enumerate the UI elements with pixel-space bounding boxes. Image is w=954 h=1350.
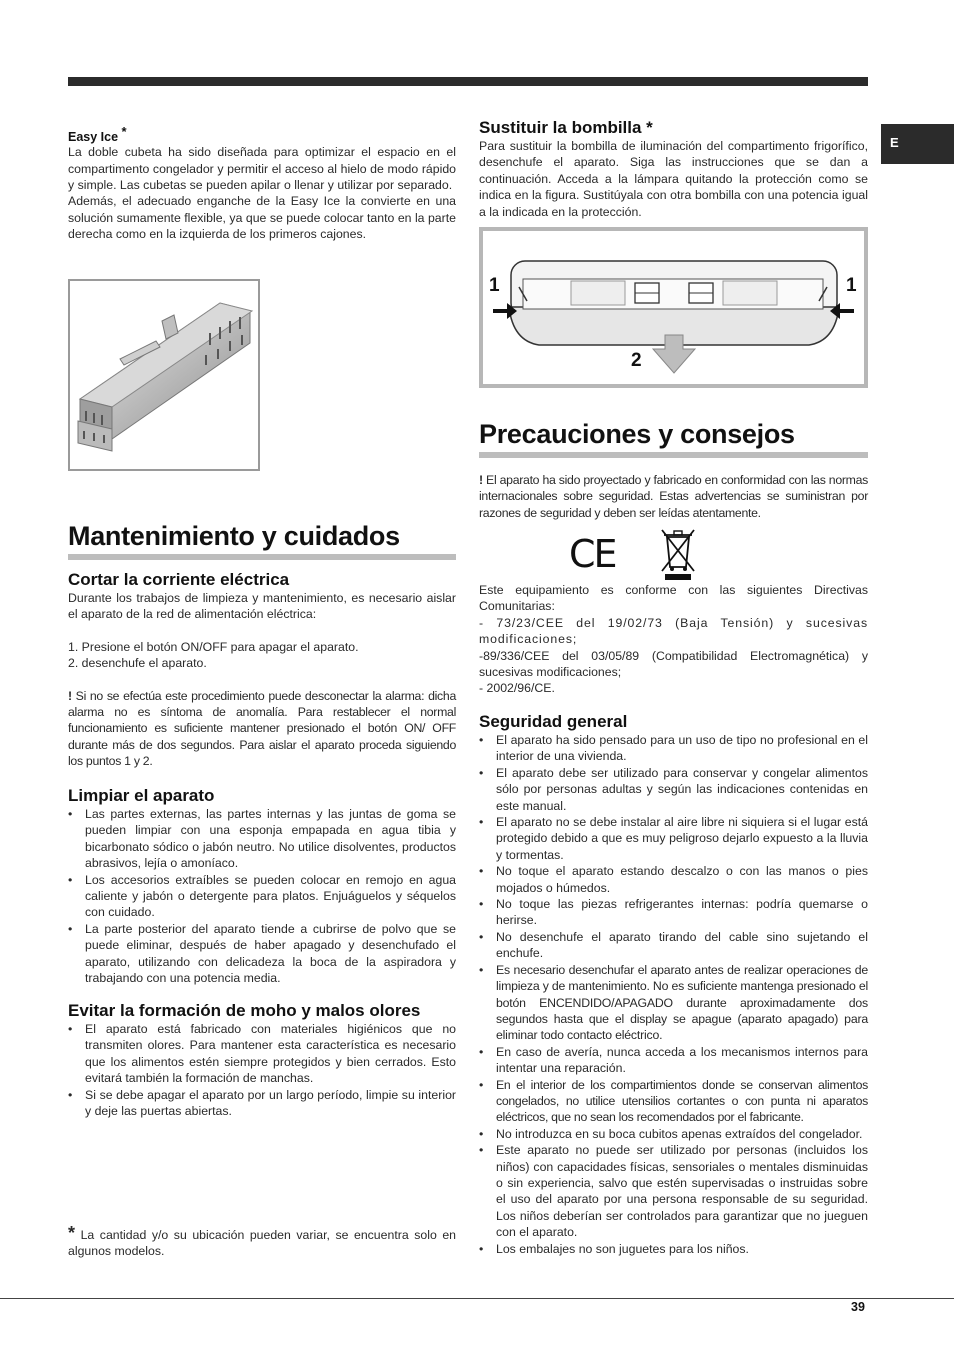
easy-ice-paragraph-1: La doble cubeta ha sido diseñada para optimizar el espacio en el compartimento congelador y permitir el acceso al hielo de modo rápido y simple. Las cubetas se pueden apilar o llenar y utilizar por separado. [68,145,456,192]
clean-section [68,786,456,986]
bulb-section [479,118,868,220]
list-item: • Este aparato no puede ser utilizado por personas (incluidos los niños) con capacidades físicas, sensoriales o mentales disminuidas o sin experiencia, salvo que estén supervisadas o instruidas sobre el uso del aparato por una persona responsable de su seguridad. Los niños deberían ser controlados para garantizar que no jueguen con el aparato. [496,1142,868,1240]
directives-p4: - 2002/96/CE. [479,681,555,696]
directives-p1: Este equipamiento es conforme con las siguientes Directivas Comunitarias: [479,583,868,614]
list-item: • Si se debe apagar el aparato por un largo período, limpie su interior y deje las puertas abiertas. [85,1087,456,1120]
bulb-text: Para sustituir la bombilla de iluminación del compartimento frigorífico, desenchufe el aparato. Siga las instrucciones que se dan a continuación. Acceda a la lámpara quitando la protección como se indica en la figura. Sustitúyala con otra bombilla con una potencia igual a la indicada en la protección. [479,139,868,219]
lamp-cover-illustration [483,231,864,384]
power-title: Cortar la corriente eléctrica [68,570,290,589]
directives-p3: -89/336/CEE del 03/05/89 (Compatibilidad Electromagnética) y sucesivas modificaciones; [479,648,868,680]
label-1-right: 1 [846,275,857,296]
clean-title: Limpiar el aparato [68,786,215,805]
directives-section [479,582,868,697]
maintenance-heading [68,520,456,560]
list-item: • Los accesorios extraíbles se pueden colocar en remojo en agua caliente y jabón o detergente para platos. Enjuáguelos y séquelos con cuidado. [85,872,456,921]
footnote: * La cantidad y/o su ubicación pueden variar, se encuentra solo en algunos modelos. [68,1223,457,1259]
clean-list [68,806,456,986]
power-intro: Durante los trabajos de limpieza y mantenimiento, es necesario aislar el aparato de la red de alimentación eléctrica: [68,591,456,622]
bottom-rule [0,1298,954,1299]
list-item: • No introduzca en su boca cubitos apenas extraídos del congelador. [496,1126,868,1142]
ice-tray-illustration [70,281,258,469]
directives-p2: - 73/23/CEE del 19/02/73 (Baja Tensión) y sucesivas modificaciones; [479,615,868,647]
mould-title: Evitar la formación de moho y malos olores [68,1001,421,1020]
precautions-intro: ! El aparato ha sido proyectado y fabricado en conformidad con las normas internacionales sobre seguridad. Estas advertencias se suministran por razones de seguridad y deben ser leídas atentamente. [479,473,868,520]
safety-section [479,712,868,1257]
list-item: • El aparato no se debe instalar al aire libre ni siquiera si el lugar está protegido debido a que es muy peligroso dejarlo expuesto a la lluvia y tormentas. [496,814,868,863]
maintenance-title: Mantenimiento y cuidados [68,521,400,551]
language-tab: E [881,124,954,164]
weee-bin-icon [659,527,697,581]
list-item: • El aparato está fabricado con materiales higiénicos que no transmiten olores. Para mantener esta característica es necesario que los alimentos estén siempre protegidos y bien cerrados. Esto evitará también la formación de manchas. [85,1021,456,1087]
label-1-left: 1 [489,275,500,296]
easy-ice-title: Easy Ice * [68,124,127,145]
list-item: • El aparato debe ser utilizado para conservar y congelar alimentos sólo por personas adultas y según las indicaciones contenidas en este manual. [496,765,868,814]
ce-mark-icon: CE [569,532,616,576]
power-step-2: 2. desenchufe el aparato. [68,656,207,671]
list-item: • No toque las piezas refrigerantes internas: podría quemarse o herirse. [496,896,868,929]
list-item: • Es necesario desenchufar el aparato antes de realizar operaciones de limpieza y de mantenimiento. No es suficiente mantenga presionado el botón ENCENDIDO/APAGADO durante aproximadamente dos segundos hasta que el display se apague (aparato apagado) para eliminar todo contacto eléctrico. [496,962,868,1044]
label-2: 2 [631,350,642,371]
power-step-1: 1. Presione el botón ON/OFF para apagar el aparato. [68,639,359,654]
list-item: • En caso de avería, nunca acceda a los mecanismos internos para intentar una reparación. [496,1044,868,1077]
mould-section [68,1001,456,1119]
list-item: • No desenchufe el aparato tirando del cable sino sujetando el enchufe. [496,929,868,962]
bulb-title: Sustituir la bombilla * [479,118,653,137]
easy-ice-paragraph-2: Además, el adecuado enganche de la Easy Ice la convierte en una solución sumamente flexible, ya que se puede colocar tanto en la parte derecha como en la izquierda de los primeros cajones. [68,194,456,242]
easy-ice-tray-image [68,279,260,471]
list-item: • Las partes externas, las partes internas y las juntas de goma se pueden limpiar con una esponja empapada en agua tibia y bicarbonato sódico o jabón neutro. No utilice disolventes, productos abrasivos, lejía o amoníaco. [85,806,456,872]
list-item: • El aparato ha sido pensado para un uso de tipo no profesional en el interior de una vivienda. [496,732,868,765]
list-item: • En el interior de los compartimientos donde se conservan alimentos congelados, no utilice utensilios cortantes o con punta ni aparatos eléctricos, que no sean los recomendados por el fabricante. [496,1077,868,1126]
easy-ice-section [68,124,456,243]
list-item: • Los embalajes no son juguetes para los niños. [496,1241,868,1257]
safety-list [479,732,868,1257]
list-item: • La parte posterior del aparato tiende a cubrirse de polvo que se puede eliminar, después de haber apagado y desenchufado el aparato, utilizando con delicadeza la boca de la aspiradora y trabajando con una potencia media. [85,921,456,987]
list-item: • No toque el aparato estando descalzo o con las manos o pies mojados o húmedos. [496,863,868,896]
maintenance-title-rule [68,554,456,560]
precautions-heading [479,418,868,458]
bulb-diagram [479,227,868,388]
mould-list [68,1021,456,1119]
safety-title: Seguridad general [479,712,628,731]
top-bar [68,77,868,86]
precautions-title-rule [479,452,868,458]
precautions-title: Precauciones y consejos [479,419,795,449]
power-warning: ! Si no se efectúa este procedimiento puede desconectar la alarma: dicha alarma no es síntoma de anomalía. Para restablecer el normal funcionamiento es suficiente mantener presionado el botón ON/ OFF durante más de dos segundos. Para aislar el aparato proceda siguiendo los puntos 1 y 2. [68,688,456,769]
power-section [68,570,456,770]
page-number: 39 [851,1300,865,1314]
